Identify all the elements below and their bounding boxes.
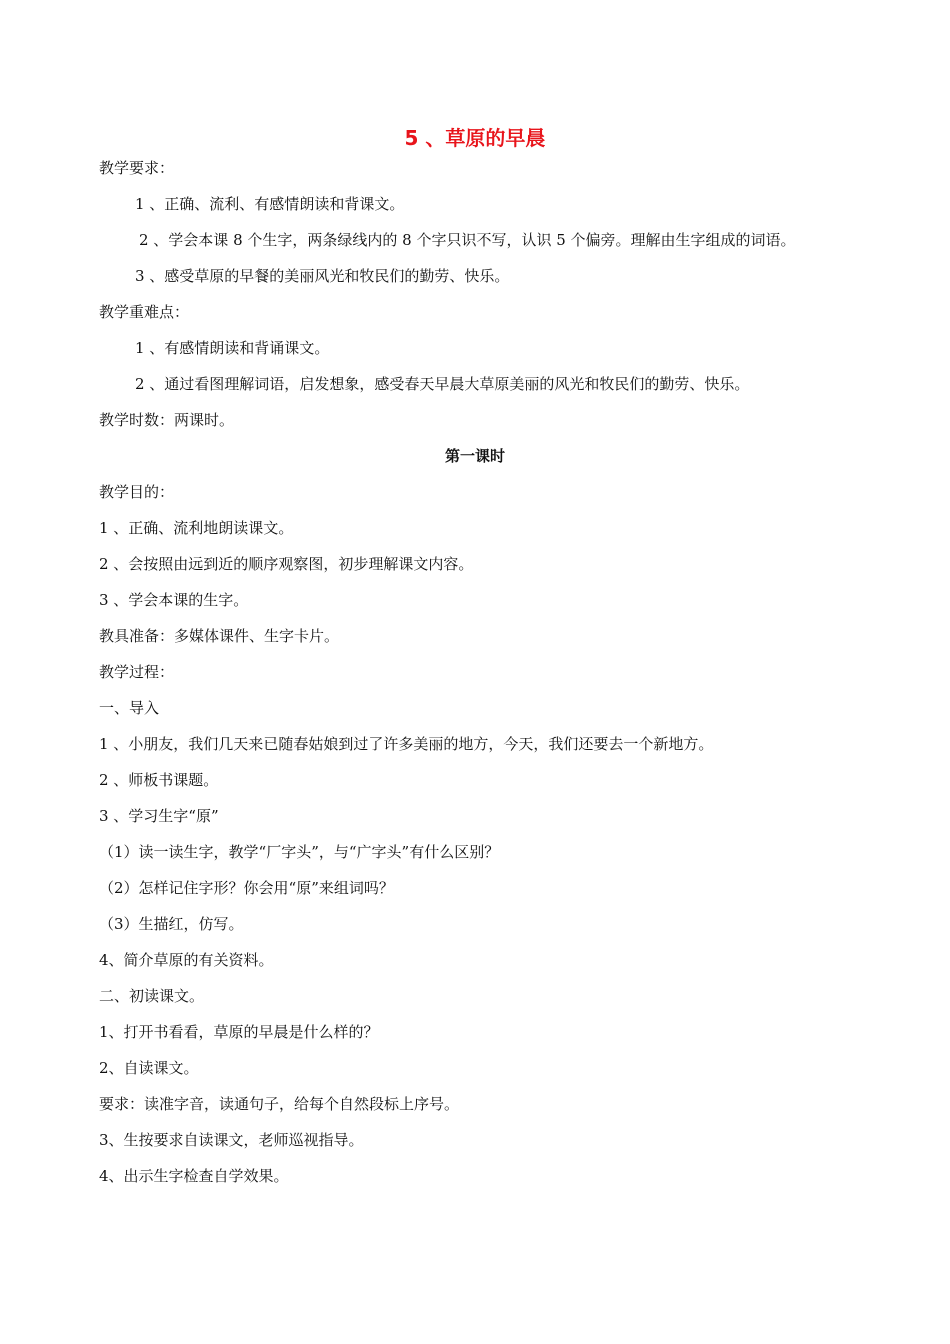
requirement-item: 1 、正确、流利、有感情朗读和背课文。: [135, 195, 405, 213]
key-point-item: 2 、通过看图理解词语，启发想象，感受春天早晨大草原美丽的风光和牧民们的勤劳、快乐。: [135, 375, 750, 393]
key-point-item: 1 、有感情朗读和背诵课文。: [135, 339, 330, 357]
process-item: 4、出示生字检查自学效果。: [99, 1167, 289, 1185]
process-item: 4、简介草原的有关资料。: [99, 951, 274, 969]
process-step-heading: 二、初读课文。: [99, 987, 205, 1005]
section-heading-process: 教学过程：: [99, 663, 175, 681]
requirement-item: 3 、感受草原的早餐的美丽风光和牧民们的勤劳、快乐。: [135, 267, 510, 285]
process-item: 3 、学习生字“原”: [99, 807, 219, 825]
section-heading-key-points: 教学重难点：: [99, 303, 190, 321]
process-sub-item: （1）读一读生字，教学“厂字头”，与“广字头”有什么区别？: [99, 843, 500, 861]
section-heading-objectives: 教学目的：: [99, 483, 175, 501]
requirement-item: 2 、学会本课 8 个生字，两条绿线内的 8 个字只识不写，认识 5 个偏旁。理解由生字组成的词语。: [139, 231, 796, 249]
process-item: 1、打开书看看，草原的早晨是什么样的？: [99, 1023, 379, 1041]
process-item: 2 、师板书课题。: [99, 771, 219, 789]
teaching-aids: 教具准备：多媒体课件、生字卡片。: [99, 627, 340, 645]
session-heading: 第一课时: [444, 447, 505, 465]
process-sub-item: （3）生描红，仿写。: [99, 915, 244, 933]
process-sub-item: （2）怎样记住字形？你会用“原”来组词吗？: [99, 879, 394, 897]
process-item: 2、自读课文。: [99, 1059, 199, 1077]
section-heading-requirements: 教学要求：: [99, 159, 175, 177]
lesson-title: 5 、草原的早晨: [404, 126, 546, 150]
objective-item: 3 、学会本课的生字。: [99, 591, 249, 609]
objective-item: 2 、会按照由远到近的顺序观察图，初步理解课文内容。: [99, 555, 474, 573]
process-item: 3、生按要求自读课文，老师巡视指导。: [99, 1131, 364, 1149]
process-requirement: 要求：读准字音，读通句子，给每个自然段标上序号。: [99, 1095, 460, 1113]
process-step-heading: 一、导入: [99, 699, 160, 717]
process-item: 1 、小朋友，我们几天来已随春姑娘到过了许多美丽的地方，今天，我们还要去一个新地方。: [99, 735, 714, 753]
objective-item: 1 、正确、流利地朗读课文。: [99, 519, 294, 537]
teaching-hours: 教学时数：两课时。: [99, 411, 235, 429]
